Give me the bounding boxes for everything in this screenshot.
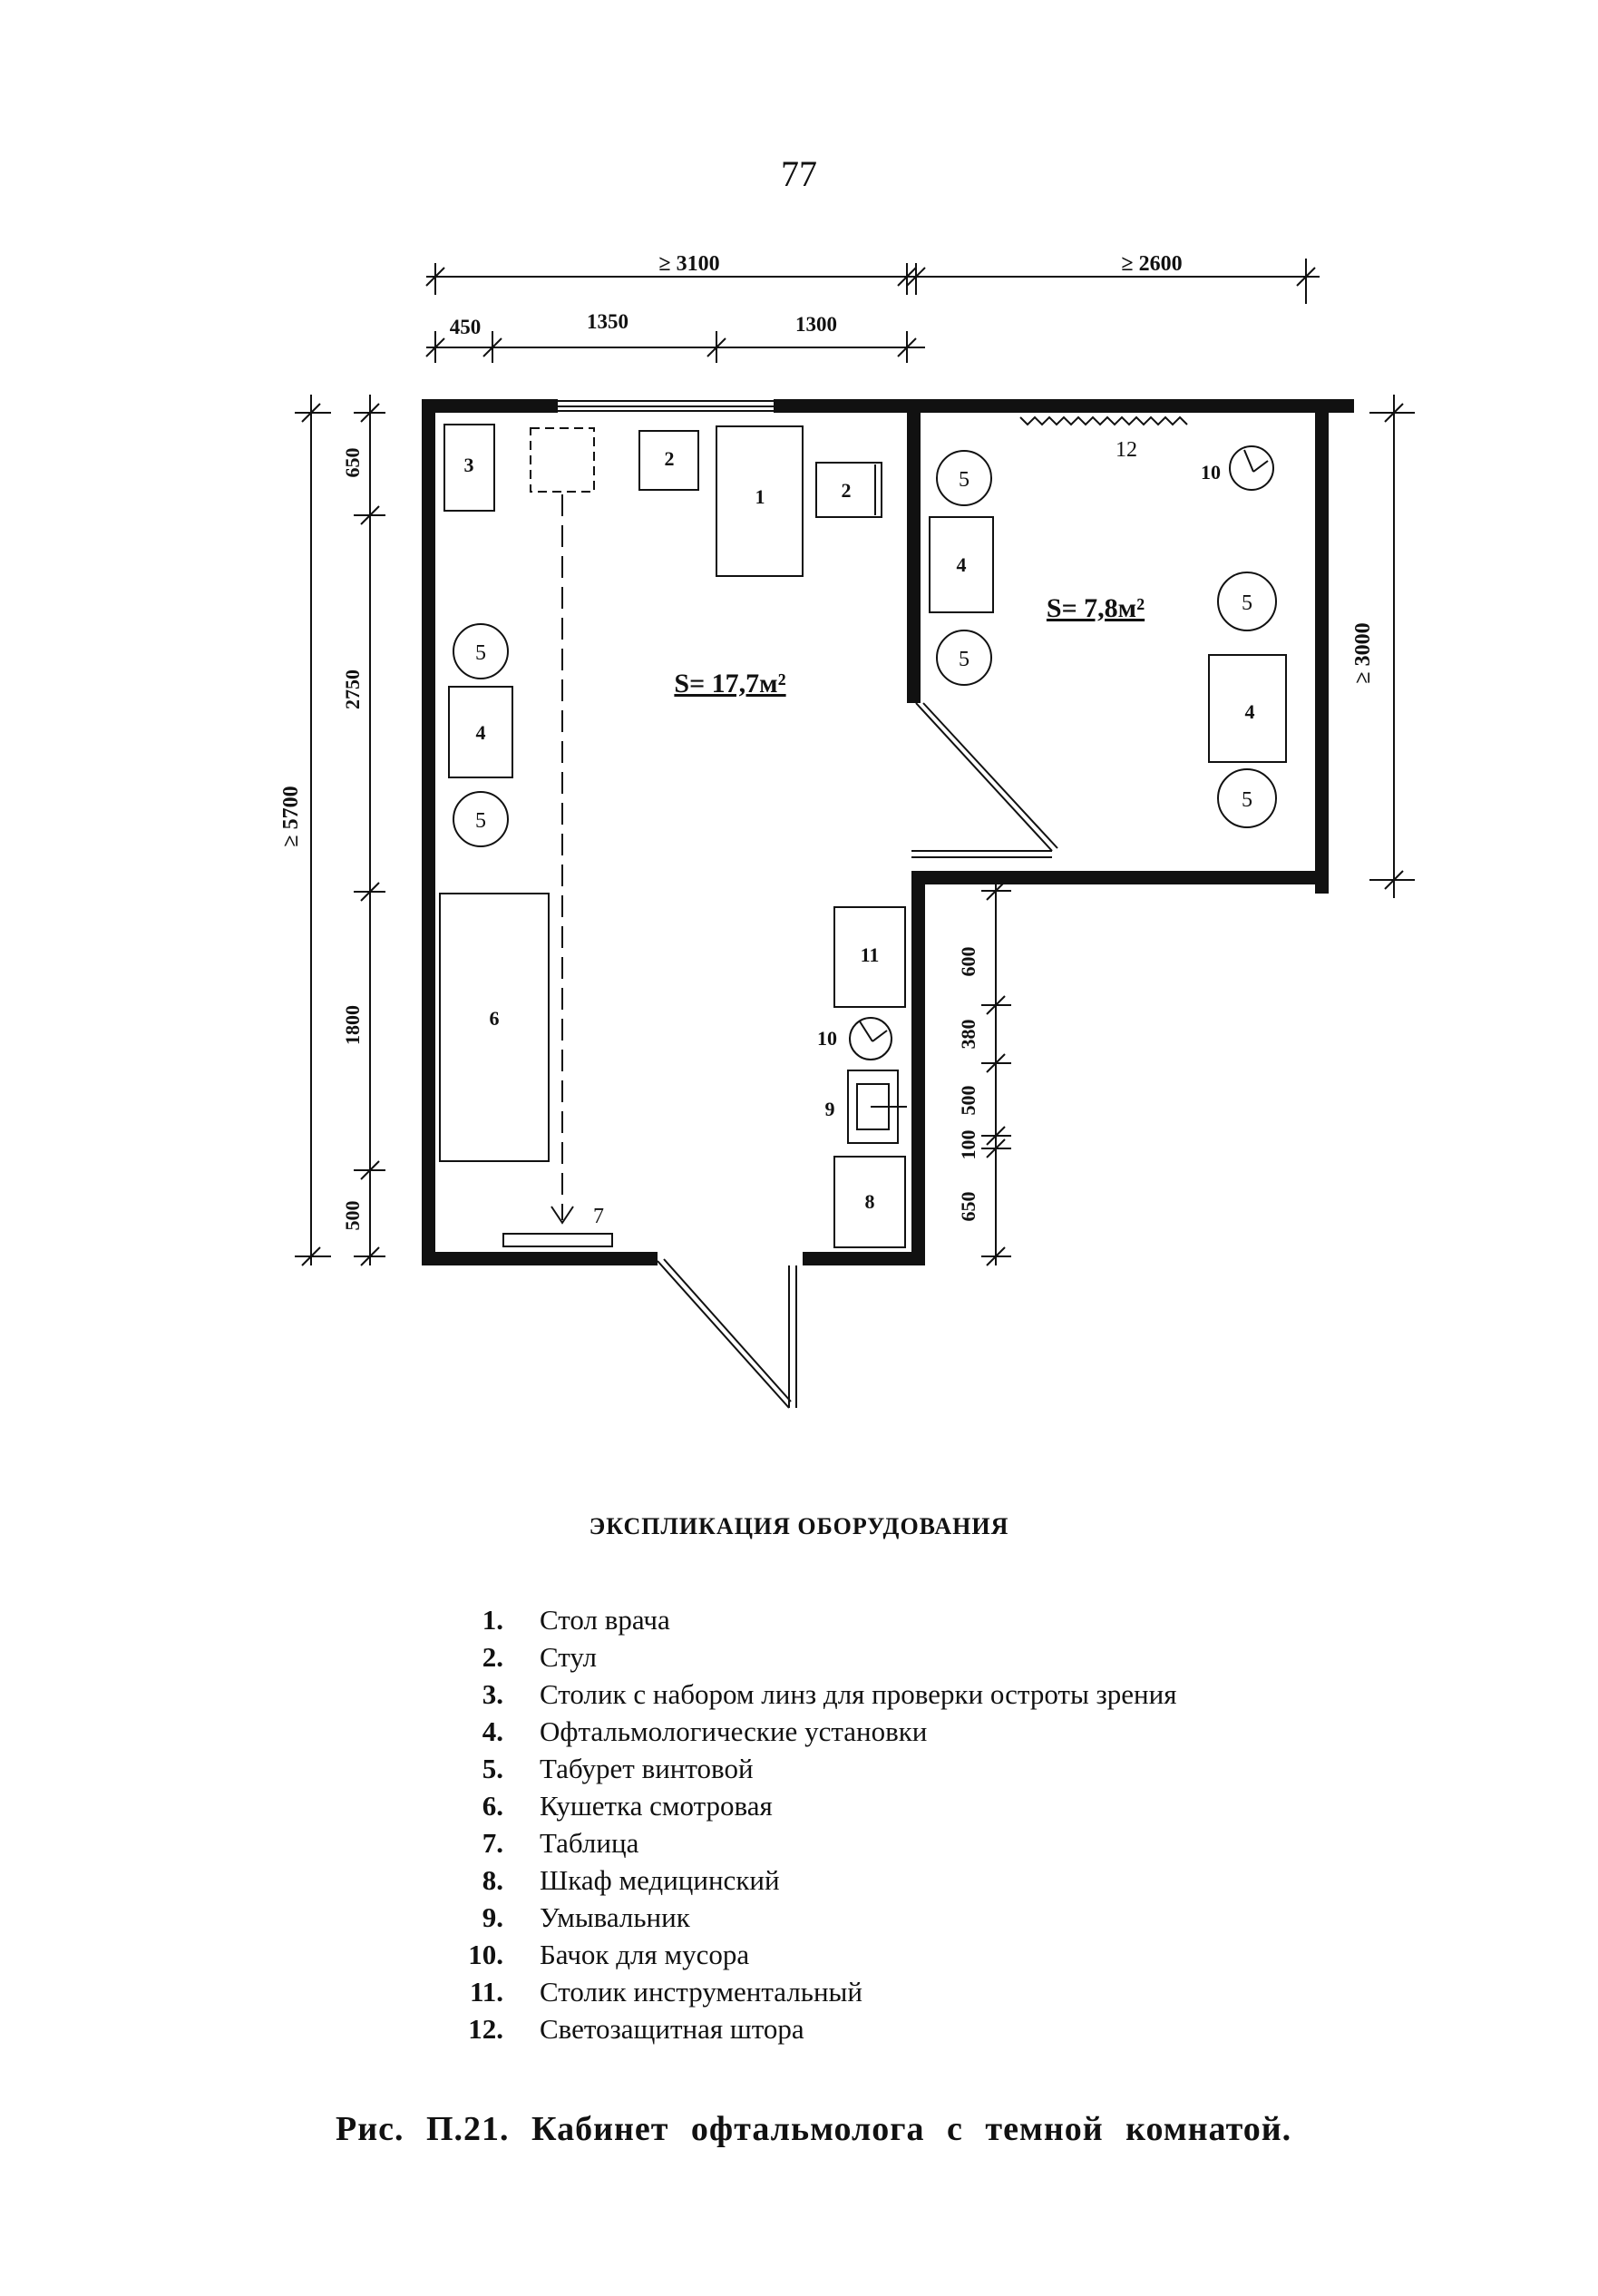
legend-item <box>449 2010 1177 2047</box>
label-1: 1 <box>755 485 765 508</box>
label-6: 6 <box>489 1007 500 1030</box>
label-4c: 4 <box>1244 700 1255 723</box>
label-11: 11 <box>860 943 880 966</box>
legend-text: Столик с набором линз для проверки остроты зрения <box>540 1677 1177 1710</box>
legend-text: Офтальмологические установки <box>540 1715 928 1747</box>
dim-left-seg-3: 1800 <box>341 1005 364 1045</box>
dim-top-total-right: ≥ 2600 <box>1121 252 1183 276</box>
area-main-room: S= 17,7м² <box>674 669 786 699</box>
dim-inner-seg-3: 500 <box>957 1085 979 1116</box>
legend-num: 9. <box>482 1900 503 1933</box>
legend-text: Шкаф медицинский <box>540 1863 780 1896</box>
door-dark-room <box>911 703 1057 857</box>
legend-num: 10. <box>468 1938 503 1970</box>
left-dimensions <box>295 395 385 1265</box>
dim-left-seg-2: 2750 <box>341 669 364 709</box>
legend-text: Стол врача <box>540 1603 670 1636</box>
dim-right-total: ≥ 3000 <box>1351 622 1375 684</box>
label-12: 12 <box>1116 438 1137 462</box>
legend-num: 2. <box>482 1640 503 1673</box>
legend-num: 6. <box>482 1789 503 1822</box>
label-3: 3 <box>463 454 474 476</box>
legend-num: 4. <box>482 1715 503 1747</box>
equipment-main <box>440 425 907 1247</box>
legend-title: ЭКСПЛИКАЦИЯ ОБОРУДОВАНИЯ <box>589 1513 1009 1539</box>
dim-inner-seg-5: 650 <box>957 1191 979 1222</box>
legend-num: 5. <box>482 1752 503 1784</box>
label-4a: 4 <box>475 721 486 744</box>
dim-left-seg-4: 500 <box>341 1200 364 1231</box>
label-9: 9 <box>824 1098 835 1120</box>
dim-left-total: ≥ 5700 <box>279 786 303 847</box>
area-dark-room: S= 7,8м² <box>1046 593 1145 623</box>
label-5a: 5 <box>475 641 486 665</box>
legend-item <box>449 1973 1177 2010</box>
dim-left-seg-1: 650 <box>341 447 364 478</box>
door-entrance <box>658 1259 796 1408</box>
page-number: 77 <box>781 153 817 194</box>
legend-item <box>449 1601 1177 1638</box>
legend-item <box>449 1936 1177 1973</box>
legend-item <box>449 1676 1177 1713</box>
legend-text: Бачок для мусора <box>540 1938 750 1970</box>
label-2b: 2 <box>841 479 852 502</box>
legend-num: 11. <box>469 1975 503 2008</box>
top-dimensions <box>426 259 1320 363</box>
dim-top-total-left: ≥ 3100 <box>658 252 720 276</box>
label-5e: 5 <box>1242 591 1252 615</box>
dim-inner-seg-2: 380 <box>957 1019 979 1050</box>
equipment-legend <box>449 1601 1177 2047</box>
label-8: 8 <box>864 1190 875 1213</box>
right-dimensions <box>1369 395 1415 898</box>
dim-top-seg-3: 1300 <box>795 313 837 336</box>
label-5c: 5 <box>959 468 970 492</box>
legend-item <box>449 1638 1177 1676</box>
legend-item <box>449 1787 1177 1824</box>
inner-dimensions <box>981 882 1011 1265</box>
legend-item <box>449 1713 1177 1750</box>
legend-item <box>449 1899 1177 1936</box>
figure-caption: Рис. П.21. Кабинет офтальмолога с темной комнатой. <box>336 2110 1292 2148</box>
legend-num: 7. <box>482 1826 503 1859</box>
dim-inner-seg-1: 600 <box>957 946 979 977</box>
legend-text: Стул <box>540 1640 598 1673</box>
equipment-dark <box>930 446 1286 827</box>
label-2a: 2 <box>664 447 675 470</box>
label-10a: 10 <box>817 1027 837 1050</box>
legend-item <box>449 1861 1177 1899</box>
legend-num: 3. <box>482 1677 503 1710</box>
dim-inner-seg-4: 100 <box>957 1129 979 1160</box>
legend-text: Кушетка смотровая <box>540 1789 773 1822</box>
sight-line <box>551 494 573 1223</box>
window-main <box>558 401 774 411</box>
label-10b: 10 <box>1201 461 1221 484</box>
legend-text: Таблица <box>540 1826 639 1859</box>
legend-item <box>449 1824 1177 1861</box>
legend-num: 12. <box>468 2012 503 2045</box>
label-5b: 5 <box>475 809 486 833</box>
dim-top-seg-2: 1350 <box>587 310 628 333</box>
legend-item <box>449 1750 1177 1787</box>
legend-num: 1. <box>482 1603 503 1636</box>
legend-text: Табурет винтовой <box>540 1752 754 1784</box>
label-5d: 5 <box>959 648 970 671</box>
legend-text: Умывальник <box>540 1900 690 1933</box>
label-5f: 5 <box>1242 788 1252 812</box>
legend-num: 8. <box>482 1863 503 1896</box>
legend-text: Столик инструментальный <box>540 1975 862 2008</box>
label-7: 7 <box>593 1205 604 1228</box>
legend-text: Светозащитная штора <box>540 2012 804 2045</box>
dim-top-seg-1: 450 <box>449 316 482 338</box>
label-4b: 4 <box>956 553 967 576</box>
